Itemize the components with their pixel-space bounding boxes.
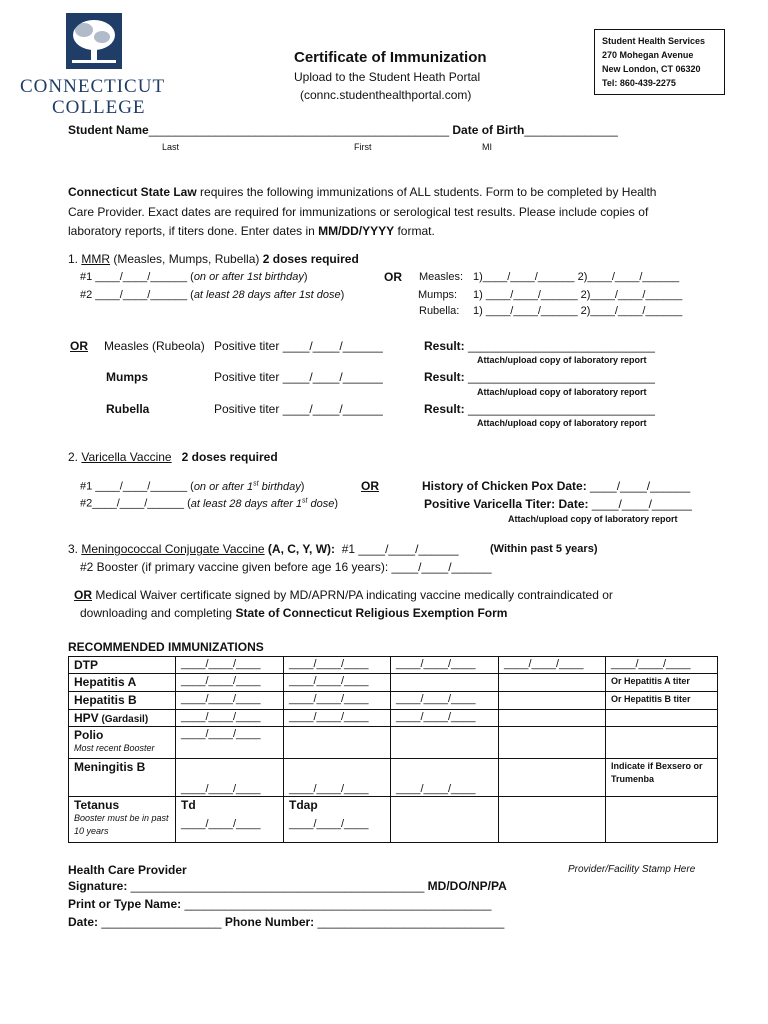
attach-note: Attach/upload copy of laboratory report [508,514,678,524]
chicken-pox-row [422,479,690,493]
date-phone-row [68,915,504,929]
signature-label: Signature: [68,879,128,893]
table-row-hepatitis-a [69,674,718,692]
print-name-field[interactable]: ______________________________________________ [181,897,492,911]
polio-booster-note: Most recent Booster [74,743,155,753]
empty-cell[interactable] [499,759,606,797]
table-row-dtp [69,657,718,674]
dose-note: on or after 1st birthday [193,271,304,283]
mmr-mumps-date-fields[interactable]: 1) ____/____/______ 2)____/____/______ [473,289,683,301]
titer-label: Positive titer [214,402,280,416]
empty-cell[interactable] [606,797,718,843]
sub-label-first: First [354,142,372,152]
provider-stamp-area: Provider/Facility Stamp Here [568,864,696,875]
dob-label: Date of Birth [452,123,525,137]
student-name-row [68,123,618,137]
date-cell[interactable]: ____/____/____ [284,759,391,797]
dose-label: #1 [80,480,93,493]
date-cell[interactable]: ____/____/____ [176,657,284,674]
td-cell[interactable] [176,797,284,843]
vaccine-name: DTP [69,657,176,674]
page-title: Certificate of Immunization [294,49,487,66]
table-row-hepatitis-b [69,692,718,710]
empty-cell[interactable] [284,727,391,759]
law-line-3 [68,224,435,238]
titer-label: Positive titer [214,370,280,384]
empty-cell[interactable] [606,710,718,727]
mmr-components: (Measles, Mumps, Rubella) [110,252,263,266]
titer-note-cell[interactable] [606,674,718,692]
waiver-line-1 [74,588,613,602]
result-field[interactable]: ____________________________ [468,370,655,384]
law-line-1 [68,185,656,199]
mmr-mumps-label: Mumps: [418,289,458,301]
provider-date-label: Date: [68,915,99,929]
varicella-dose-2: #2____/____/______ (at least 28 days after 1st dose) [80,497,339,510]
hepatitis-b-titer-note: Or Hepatitis B titer [611,694,691,704]
dose-label: #1 [80,271,93,283]
empty-cell[interactable] [391,727,499,759]
titer-rubella-result [424,402,655,416]
section-number: 1. [68,252,82,266]
sub-label-mi: MI [482,142,492,152]
table-row-meningitis-b [69,759,718,797]
law-line-2: Care Provider. Exact dates are required for immunizations or serological test results. Please include copies of [68,205,649,219]
result-label: Result: [424,339,465,353]
address-line: Student Health Services [602,36,706,46]
mmr-measles-date-fields[interactable]: 1)____/____/______ 2)____/____/______ [473,271,680,283]
titer-rubella-name: Rubella [106,402,150,416]
mmr-dose-2: #2 ____/____/______ (at least 28 days after 1st dose) [80,289,345,301]
varicella-or: OR [361,479,379,493]
date-cell[interactable]: ____/____/____ [391,692,499,710]
date-cell[interactable]: ____/____/____ [391,710,499,727]
date-cell[interactable]: ____/____/____ [176,692,284,710]
meningococcal-serotypes: (A, C, Y, W): [264,542,336,556]
meningococcal-name: Meningococcal Conjugate Vaccine [81,542,265,556]
date-cell[interactable]: ____/____/____ [284,710,391,727]
dose-note: at least 28 days after 1st dose [190,497,335,510]
date-cell[interactable]: ____/____/____ [284,657,391,674]
address-line: 270 Mohegan Avenue [602,50,694,60]
phone-label: Phone Number: [221,915,315,929]
empty-cell[interactable] [499,692,606,710]
hepatitis-a-titer-note: Or Hepatitis A titer [611,676,690,686]
varicella-dose-2-date-field[interactable]: ____/____/______ [92,497,185,510]
signature-field[interactable]: ____________________________________________ [127,879,425,893]
empty-cell[interactable] [391,797,499,843]
date-cell[interactable]: ____/____/____ [284,674,391,692]
meningococcal-booster-field[interactable]: #2 Booster (if primary vaccine given before age 16 years): ____/____/______ [80,560,492,574]
titer-note-cell[interactable] [606,692,718,710]
titer-rubella-row [214,402,383,416]
attach-note: Attach/upload copy of laboratory report [477,387,647,397]
titer-measles-name: Measles (Rubeola) [104,339,205,353]
waiver-or: OR [74,588,92,602]
chicken-pox-date-field[interactable]: ____/____/______ [586,479,691,493]
vaccine-name: HPV (Gardasil) [69,710,176,727]
titer-rubella-date-field[interactable]: ____/____/______ [282,402,383,416]
dob-field[interactable]: ______________ [524,123,618,137]
varicella-dose-1-date-field[interactable]: ____/____/______ [92,480,188,493]
tdap-date-field[interactable]: ____/____/____ [289,818,369,830]
varicella-titer-date-field[interactable]: ____/____/______ [588,497,692,511]
waiver-text: Medical Waiver certificate signed by MD/APRN/PA indicating vaccine medically contraindicated or [92,588,613,602]
date-format: MM/DD/YYYY [318,224,395,238]
mmr-rubella-date-fields[interactable]: 1) ____/____/______ 2)____/____/______ [473,305,683,317]
mmr-name: MMR [81,252,111,266]
student-name-field[interactable]: _____________________________________________ [148,123,450,137]
meningococcal-heading [68,542,459,556]
dose-note: on or after 1st birthday [193,480,301,493]
section-number: 2. [68,450,82,464]
college-logo-tree-icon [66,13,122,69]
waiver-text: downloading and completing [80,606,236,620]
logo-text-connecticut: CONNECTICUT [20,76,166,97]
vaccine-name: Hepatitis A [69,674,176,692]
table-row-polio [69,727,718,759]
empty-cell[interactable] [499,674,606,692]
varicella-requirement: 2 doses required [181,450,278,464]
religious-exemption-form-link[interactable]: State of Connecticut Religious Exemption Form [235,606,508,620]
attach-note: Attach/upload copy of laboratory report [477,355,647,365]
tdap-label: Tdap [289,798,318,812]
mmr-measles-label: Measles: [419,271,464,283]
titer-label: Positive titer [214,339,280,353]
mmr-rubella-label: Rubella: [419,305,460,317]
waiver-line-2 [80,606,507,620]
law-text: format. [394,224,435,238]
address-line: Tel: 860-439-2275 [602,78,676,88]
dose-label: #2 [80,497,93,510]
mmr-dose-2-date-field[interactable]: ____/____/______ [92,289,188,301]
table-row-hpv [69,710,718,727]
mmr-dose-1: #1 ____/____/______ (on or after 1st birthday) [80,271,308,283]
varicella-titer-label: Positive Varicella Titer: Date: [424,497,589,511]
vaccine-name: Tetanus Booster must be in past 10 years [69,797,176,843]
recommended-immunizations-table [68,656,718,843]
titer-measles-date-field[interactable]: ____/____/______ [282,339,383,353]
law-text: requires the following immunizations of ALL students. Form to be completed by Health [196,185,657,199]
dose-note: at least 28 days after 1st dose [193,289,341,301]
titer-measles-result [424,339,655,353]
date-cell[interactable]: ____/____/____ [606,657,718,674]
date-cell[interactable]: ____/____/____ [391,657,499,674]
titer-mumps-row [214,370,383,384]
empty-cell[interactable] [606,727,718,759]
upload-instruction: Upload to the Student Heath Portal [294,70,481,84]
tdap-cell[interactable] [284,797,391,843]
vaccine-name: Meningitis B [69,759,176,797]
result-label: Result: [424,370,465,384]
meningitis-b-brand-note: Indicate if Bexsero or Trumenba [611,761,703,784]
mmr-dose-1-date-field[interactable]: ____/____/______ [92,271,188,283]
date-cell[interactable]: ____/____/____ [499,657,606,674]
td-label: Td [181,798,196,812]
empty-cell[interactable] [499,710,606,727]
mmr-heading [68,252,359,266]
section-number: 3. [68,542,82,556]
address-line: New London, CT 06320 [602,64,701,74]
logo-text-college: COLLEGE [52,97,146,118]
mmr-or: OR [384,270,402,284]
attach-note: Attach/upload copy of laboratory report [477,418,647,428]
result-label: Result: [424,402,465,416]
td-date-field[interactable]: ____/____/____ [181,818,261,830]
recommended-heading: RECOMMENDED IMMUNIZATIONS [68,640,264,654]
print-name-label: Print or Type Name: [68,897,182,911]
portal-url[interactable]: (connc.studenthealthportal.com) [300,88,472,102]
varicella-heading [68,450,278,464]
date-cell[interactable]: ____/____/____ [176,727,284,759]
titer-or: OR [70,339,88,353]
provider-date-field[interactable]: __________________ [98,915,222,929]
titer-mumps-name: Mumps [106,370,148,384]
empty-cell[interactable] [499,727,606,759]
date-cell[interactable]: ____/____/____ [391,759,499,797]
provider-heading: Health Care Provider [68,863,187,877]
empty-cell[interactable] [391,674,499,692]
meningococcal-within-note: (Within past 5 years) [490,543,598,555]
vaccine-name: Hepatitis B [69,692,176,710]
varicella-dose-1: #1 ____/____/______ (on or after 1st birthday) [80,480,305,493]
chicken-pox-label: History of Chicken Pox Date: [422,479,587,493]
date-cell[interactable]: ____/____/____ [284,692,391,710]
titer-mumps-date-field[interactable]: ____/____/______ [282,370,383,384]
address-box [594,29,725,95]
varicella-titer-row [424,497,692,511]
print-name-row [68,897,491,911]
result-field[interactable]: ____________________________ [468,339,655,353]
date-cell[interactable]: ____/____/____ [176,710,284,727]
sub-label-last: Last [162,142,180,152]
date-cell[interactable]: ____/____/____ [176,759,284,797]
dose-label: #2 [80,289,93,301]
result-field[interactable]: ____________________________ [468,402,655,416]
meningococcal-dose-1-field[interactable]: #1 ____/____/______ [341,542,459,556]
date-cell[interactable]: ____/____/____ [176,674,284,692]
titer-measles-row [214,339,383,353]
vaccine-name: Polio Most recent Booster [69,727,176,759]
phone-field[interactable]: ____________________________ [314,915,505,929]
tetanus-booster-note: Booster must be in past 10 years [74,813,169,836]
credential-suffix: MD/DO/NP/PA [424,879,507,893]
brand-note-cell[interactable] [606,759,718,797]
mmr-requirement: 2 doses required [262,252,359,266]
titer-mumps-result [424,370,655,384]
student-name-label: Student Name [68,123,149,137]
varicella-name: Varicella Vaccine [81,450,172,464]
law-text: laboratory reports, if titers done. Enter dates in [68,224,319,238]
table-row-tetanus [69,797,718,843]
empty-cell[interactable] [499,797,606,843]
law-emphasis: Connecticut State Law [68,185,197,199]
signature-row [68,879,507,893]
